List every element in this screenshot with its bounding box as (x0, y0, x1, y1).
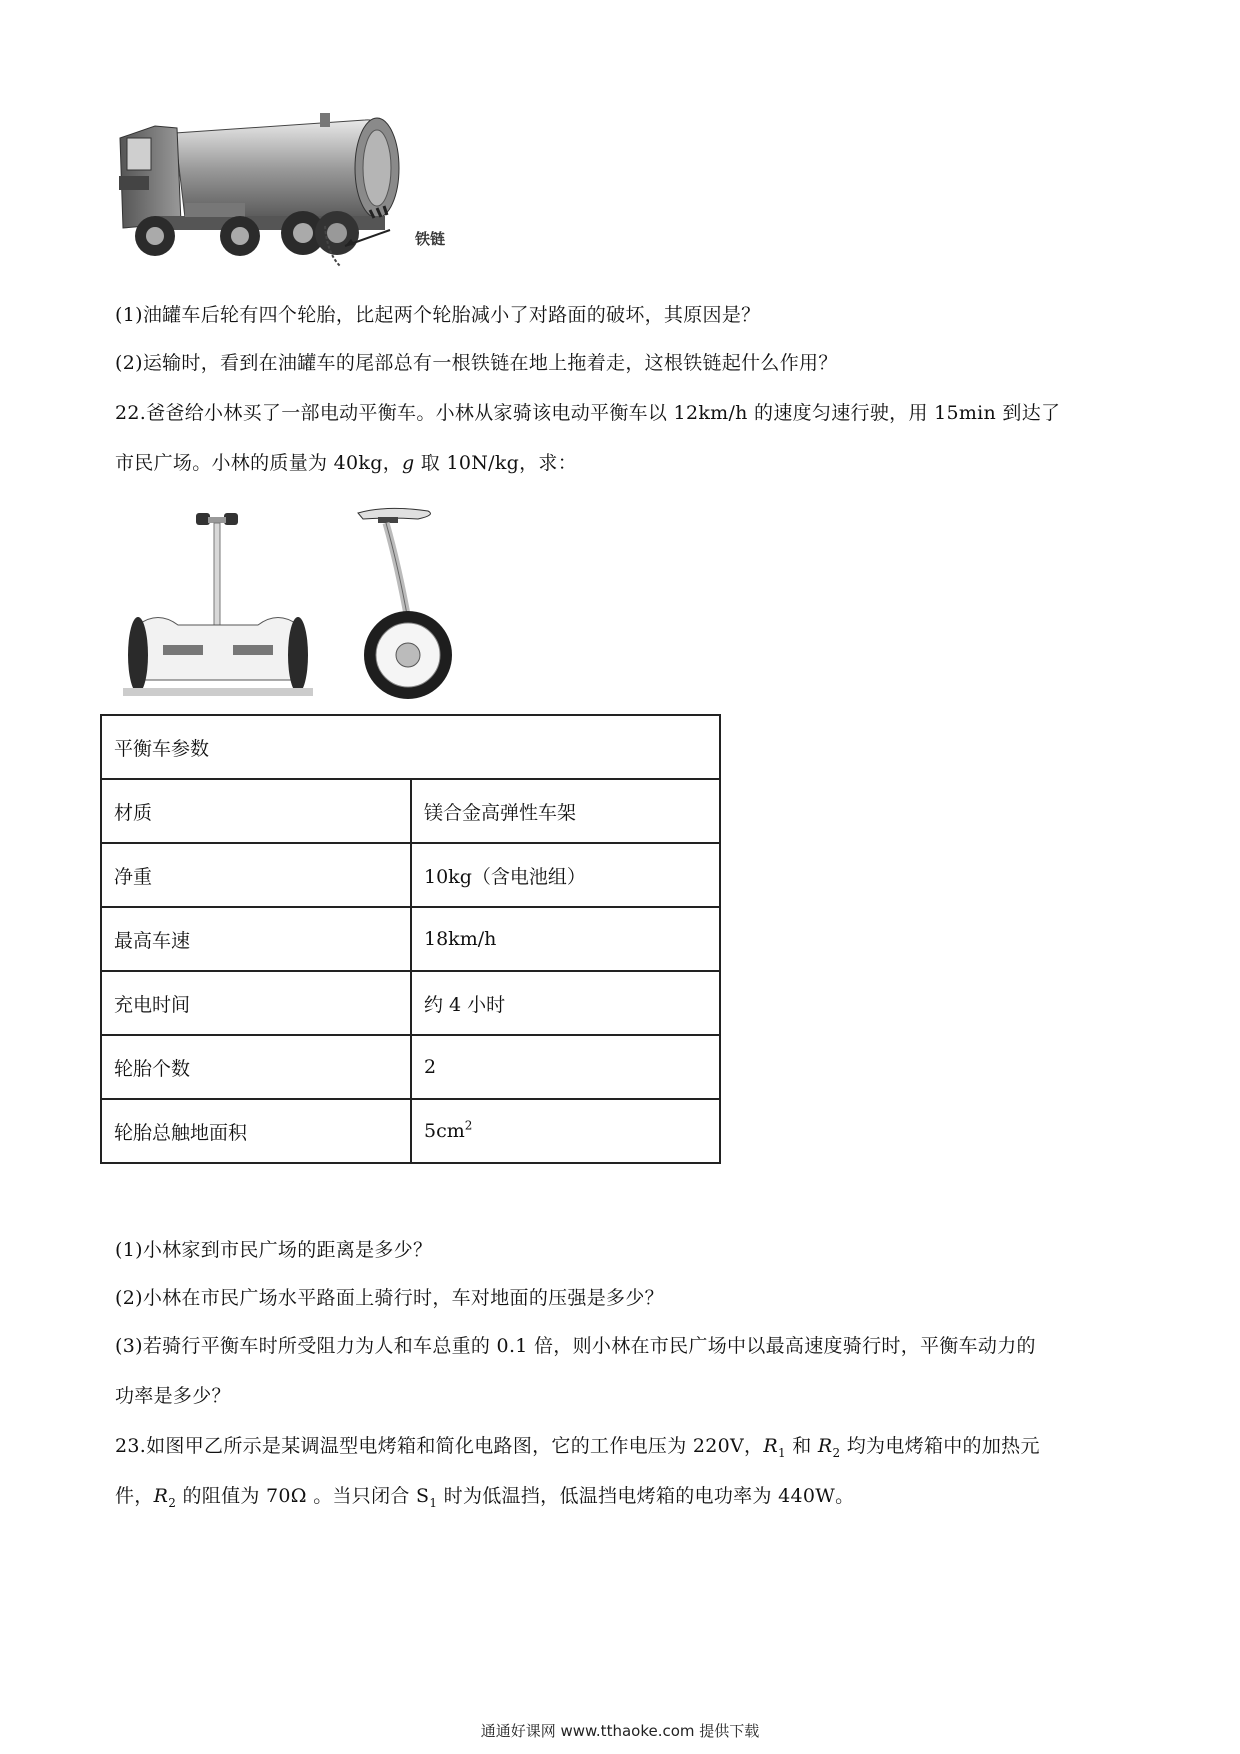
table-row (101, 779, 720, 843)
table-row (101, 971, 720, 1035)
area-exponent: 2 (464, 1118, 473, 1133)
oil-tanker-truck-figure (115, 108, 465, 273)
param-value: 2 (411, 1035, 720, 1099)
table-header-cell: 平衡车参数 (101, 715, 720, 779)
q22-stem-line2 (115, 450, 577, 476)
s1-subscript: 1 (429, 1495, 438, 1510)
q22-sub3-line1: (3)若骑行平衡车时所受阻力为人和车总重的 0.1 倍，则小林在市民广场中以最高速度骑行时，平衡车动力的 (115, 1335, 1036, 1357)
table-row (101, 843, 720, 907)
q22-stem-line1: 22.爸爸给小林买了一部电动平衡车。小林从家骑该电动平衡车以 12km/h 的速度匀速行驶，用 15min 到达了 (115, 402, 1061, 424)
param-value: 18km/h (411, 907, 720, 971)
param-value: 约 4 小时 (411, 971, 720, 1035)
r1-symbol: R (763, 1435, 778, 1457)
r2-symbol: R (153, 1485, 169, 1507)
q23-text-a: 23.如图甲乙所示是某调温型电烤箱和简化电路图，它的工作电压为 220V， (115, 1435, 764, 1457)
q22-stem-text-b: 取 10N/kg，求： (414, 452, 578, 474)
balance-scooter-figure (118, 505, 478, 700)
param-label: 轮胎总触地面积 (101, 1099, 411, 1163)
table-header-row (101, 715, 720, 779)
q23-text-e: 的阻值为 70Ω 。当只闭合 S (176, 1485, 430, 1507)
page-footer: 通通好课网 www.tthaoke.com 提供下载 (480, 1722, 760, 1740)
q22-sub1: (1)小林家到市民广场的距离是多少？ (115, 1239, 433, 1261)
param-value (411, 1099, 720, 1163)
r2-symbol: R (817, 1435, 833, 1457)
q21-sub1: (1)油罐车后轮有四个轮胎，比起两个轮胎减小了对路面的破坏，其原因是？ (115, 304, 761, 326)
param-label: 充电时间 (101, 971, 411, 1035)
r2-subscript: 2 (168, 1495, 177, 1510)
q23-text-d: 件， (115, 1485, 154, 1507)
area-value: 5cm (424, 1120, 465, 1142)
q22-stem-text-a: 市民广场。小林的质量为 40kg， (115, 452, 402, 474)
q22-sub3-line2: 功率是多少？ (115, 1385, 231, 1407)
gravity-symbol: g (402, 452, 415, 474)
param-label: 材质 (101, 779, 411, 843)
param-label: 最高车速 (101, 907, 411, 971)
scooter-parameter-table (100, 714, 721, 1164)
r2-subscript: 2 (832, 1445, 841, 1460)
table-row (101, 1099, 720, 1163)
q22-sub2: (2)小林在市民广场水平路面上骑行时，车对地面的压强是多少？ (115, 1287, 664, 1309)
chain-label: 铁链 (415, 230, 446, 248)
param-label: 净重 (101, 843, 411, 907)
param-label: 轮胎个数 (101, 1035, 411, 1099)
table-row (101, 1035, 720, 1099)
param-value: 镁合金高弹性车架 (411, 779, 720, 843)
q23-line2 (115, 1483, 854, 1509)
q23-text-f: 时为低温挡，低温挡电烤箱的电功率为 440W。 (437, 1485, 855, 1507)
r1-subscript: 1 (777, 1445, 786, 1460)
param-value: 10kg（含电池组） (411, 843, 720, 907)
q21-sub2: (2)运输时，看到在油罐车的尾部总有一根铁链在地上拖着走，这根铁链起什么作用？ (115, 352, 838, 374)
q23-text-b: 和 (785, 1435, 818, 1457)
table-row (101, 907, 720, 971)
q23-text-c: 均为电烤箱中的加热元 (840, 1435, 1040, 1457)
q23-line1 (115, 1433, 1040, 1459)
